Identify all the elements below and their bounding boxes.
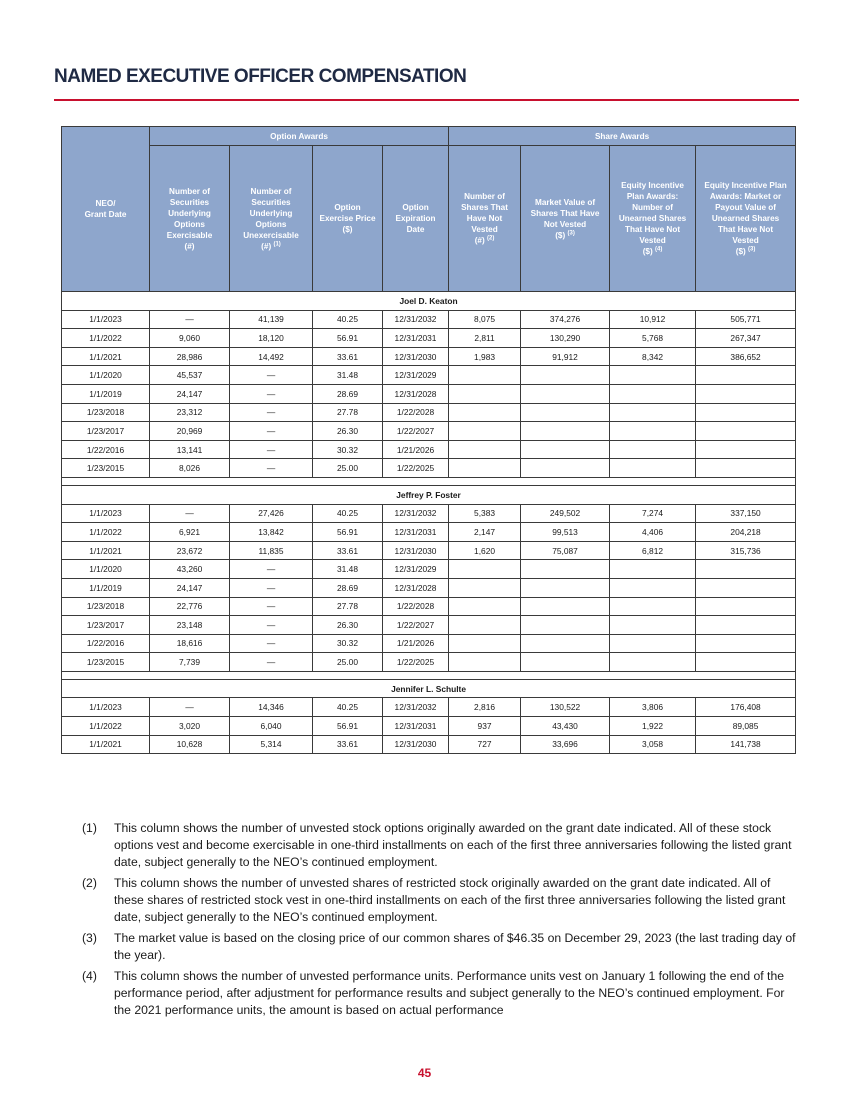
table-cell: 28.69: [313, 578, 383, 597]
table-cell: 1,620: [449, 541, 521, 560]
table-cell: 43,260: [150, 560, 230, 579]
table-cell: [449, 403, 521, 422]
table-cell: [696, 597, 796, 616]
footnote-item: [82, 820, 797, 871]
table-row: [62, 366, 796, 385]
table-cell: 8,026: [150, 459, 230, 478]
table-cell: 6,921: [150, 523, 230, 542]
footnote-ref: (3): [567, 229, 575, 236]
title-rule: [54, 99, 799, 101]
footnote-text: This column shows the number of unvested shares of restricted stock originally awarded on the grant date indicated. All of these shares of restricted stock vest in one-third installments on each of the first three anniversaries following the listed grant date, subject generally to the NEO’s continued employment.: [114, 876, 786, 924]
table-cell: [521, 459, 610, 478]
table-cell: 12/31/2031: [383, 717, 449, 736]
table-cell: 45,537: [150, 366, 230, 385]
table-cell: [449, 653, 521, 672]
table-cell: 12/31/2032: [383, 698, 449, 717]
table-cell: [610, 653, 696, 672]
table-cell: 23,672: [150, 541, 230, 560]
footnote-item: [82, 875, 797, 926]
table-row: [62, 403, 796, 422]
table-cell: 12/31/2028: [383, 578, 449, 597]
table-cell: [696, 578, 796, 597]
grant-date-cell: 1/1/2019: [62, 384, 150, 403]
table-cell: 315,736: [696, 541, 796, 560]
table-row: [62, 653, 796, 672]
table-cell: 5,383: [449, 504, 521, 523]
table-cell: 40.25: [313, 698, 383, 717]
table-cell: [449, 366, 521, 385]
table-cell: —: [150, 504, 230, 523]
table-row: [62, 616, 796, 635]
table-row: [62, 440, 796, 459]
table-cell: 28,986: [150, 347, 230, 366]
table-cell: [610, 459, 696, 478]
table-cell: 5,314: [230, 735, 313, 754]
table-cell: [449, 384, 521, 403]
table-cell: [449, 560, 521, 579]
table-cell: 12/31/2032: [383, 310, 449, 329]
table-cell: 30.32: [313, 440, 383, 459]
footnotes: [82, 820, 797, 1023]
header-options-exercisable: [150, 146, 230, 292]
grant-date-cell: 1/1/2022: [62, 717, 150, 736]
table-cell: [610, 616, 696, 635]
table-cell: 31.48: [313, 366, 383, 385]
table-cell: [610, 440, 696, 459]
spacer-cell: [62, 477, 796, 485]
grant-date-cell: 1/1/2023: [62, 310, 150, 329]
grant-date-cell: 1/23/2015: [62, 459, 150, 478]
table-cell: 27,426: [230, 504, 313, 523]
table-cell: 12/31/2030: [383, 347, 449, 366]
table-cell: 141,738: [696, 735, 796, 754]
grant-date-cell: 1/1/2021: [62, 735, 150, 754]
header-neo-grant-date: [62, 127, 150, 292]
table-row: [62, 384, 796, 403]
table-cell: 27.78: [313, 597, 383, 616]
header-unearned-shares-value: [696, 146, 796, 292]
column-header-row: [62, 146, 796, 292]
header-text: Option Exercise Price ($): [319, 203, 376, 234]
table-cell: [696, 653, 796, 672]
spacer-cell: [62, 671, 796, 679]
table-cell: 10,628: [150, 735, 230, 754]
table-cell: [521, 634, 610, 653]
grant-date-cell: 1/1/2023: [62, 504, 150, 523]
footnote-ref: (2): [487, 235, 495, 242]
grant-date-cell: 1/23/2018: [62, 597, 150, 616]
table-cell: 1,983: [449, 347, 521, 366]
table-cell: 12/31/2031: [383, 329, 449, 348]
section-spacer: [62, 671, 796, 679]
table-cell: 30.32: [313, 634, 383, 653]
table-cell: —: [230, 440, 313, 459]
footnote-number: (3): [82, 931, 97, 945]
table-cell: 31.48: [313, 560, 383, 579]
table-cell: 4,406: [610, 523, 696, 542]
table-cell: 25.00: [313, 653, 383, 672]
table-cell: 23,312: [150, 403, 230, 422]
table-cell: [610, 634, 696, 653]
table-cell: 337,150: [696, 504, 796, 523]
table-cell: 40.25: [313, 310, 383, 329]
table-cell: [449, 459, 521, 478]
table-cell: 204,218: [696, 523, 796, 542]
table-cell: 1/21/2026: [383, 634, 449, 653]
table-cell: —: [230, 403, 313, 422]
table-row: [62, 523, 796, 542]
grant-date-cell: 1/22/2016: [62, 440, 150, 459]
grant-date-cell: 1/23/2015: [62, 653, 150, 672]
table-cell: 937: [449, 717, 521, 736]
table-cell: [449, 578, 521, 597]
grant-date-cell: 1/1/2020: [62, 366, 150, 385]
table-cell: 89,085: [696, 717, 796, 736]
table-cell: —: [230, 597, 313, 616]
table-cell: 12/31/2030: [383, 541, 449, 560]
group-header-row: [62, 127, 796, 146]
table-cell: 6,812: [610, 541, 696, 560]
table-cell: 3,020: [150, 717, 230, 736]
table-cell: [449, 422, 521, 441]
table-cell: —: [230, 653, 313, 672]
table-row: [62, 541, 796, 560]
table-cell: [610, 578, 696, 597]
table-cell: 1/22/2025: [383, 459, 449, 478]
table-cell: —: [230, 560, 313, 579]
table-cell: —: [230, 616, 313, 635]
table-cell: 12/31/2031: [383, 523, 449, 542]
table-cell: [696, 422, 796, 441]
table-cell: 24,147: [150, 384, 230, 403]
header-options-unexercisable: [230, 146, 313, 292]
table-row: [62, 597, 796, 616]
table-cell: 1/22/2027: [383, 422, 449, 441]
table-cell: 2,811: [449, 329, 521, 348]
table-cell: 3,806: [610, 698, 696, 717]
table-cell: 56.91: [313, 717, 383, 736]
table-cell: 374,276: [521, 310, 610, 329]
group-header-share-awards: Share Awards: [449, 127, 796, 146]
grant-date-cell: 1/1/2020: [62, 560, 150, 579]
table-cell: 25.00: [313, 459, 383, 478]
table-cell: 8,075: [449, 310, 521, 329]
table-cell: 27.78: [313, 403, 383, 422]
page-title: NAMED EXECUTIVE OFFICER COMPENSATION: [54, 66, 467, 87]
table-cell: [610, 560, 696, 579]
header-text: Equity Incentive Plan Awards: Market or Payout Value of Unearned Shares That Have Not Vested ($): [704, 181, 787, 256]
table-cell: [521, 384, 610, 403]
table-cell: —: [230, 634, 313, 653]
table-cell: 1/22/2028: [383, 403, 449, 422]
table-cell: 56.91: [313, 329, 383, 348]
table-cell: [521, 616, 610, 635]
grant-date-cell: 1/22/2016: [62, 634, 150, 653]
footnote-text: This column shows the number of unvested stock options originally awarded on the grant date indicated. All of these stock options vest and become exercisable in one-third installments on each of the first three anniversaries following the listed grant date, subject generally to the NEO’s continued employment.: [114, 821, 792, 869]
table-cell: 28.69: [313, 384, 383, 403]
table-cell: 33.61: [313, 347, 383, 366]
table-cell: —: [230, 384, 313, 403]
table-row: [62, 347, 796, 366]
table-cell: [696, 616, 796, 635]
header-text: Market Value of Shares That Have Not Vested ($): [530, 197, 600, 240]
table-cell: 23,148: [150, 616, 230, 635]
table-cell: 6,040: [230, 717, 313, 736]
table-cell: —: [230, 578, 313, 597]
table-cell: 20,969: [150, 422, 230, 441]
table-cell: [696, 440, 796, 459]
table-cell: [521, 422, 610, 441]
table-cell: 3,058: [610, 735, 696, 754]
table-cell: 14,346: [230, 698, 313, 717]
table-cell: 249,502: [521, 504, 610, 523]
table-cell: 11,835: [230, 541, 313, 560]
table-cell: 43,430: [521, 717, 610, 736]
table-cell: 56.91: [313, 523, 383, 542]
table-cell: 12/31/2029: [383, 560, 449, 579]
table-cell: 12/31/2030: [383, 735, 449, 754]
table-cell: 267,347: [696, 329, 796, 348]
table-cell: 9,060: [150, 329, 230, 348]
grant-date-cell: 1/23/2018: [62, 403, 150, 422]
table-cell: —: [150, 310, 230, 329]
neo-name: Joel D. Keaton: [62, 292, 796, 311]
grant-date-cell: 1/1/2022: [62, 329, 150, 348]
table-cell: —: [230, 422, 313, 441]
header-text: Number of Securities Underlying Options Unexercisable (#): [243, 186, 299, 251]
grant-date-cell: 1/1/2021: [62, 347, 150, 366]
table-cell: 10,912: [610, 310, 696, 329]
table-cell: 75,087: [521, 541, 610, 560]
table-cell: [610, 384, 696, 403]
footnote-item: [82, 968, 797, 1019]
table-cell: 505,771: [696, 310, 796, 329]
footnote-ref: (4): [655, 246, 663, 253]
table-cell: [696, 560, 796, 579]
table-cell: 2,147: [449, 523, 521, 542]
table-cell: 91,912: [521, 347, 610, 366]
table-cell: 2,816: [449, 698, 521, 717]
header-shares-not-vested: [449, 146, 521, 292]
table-cell: [610, 366, 696, 385]
neo-name: Jeffrey P. Foster: [62, 485, 796, 504]
table-cell: 1/22/2028: [383, 597, 449, 616]
outstanding-awards-table: [61, 126, 796, 754]
table-cell: 130,290: [521, 329, 610, 348]
table-cell: 41,139: [230, 310, 313, 329]
table-cell: [696, 384, 796, 403]
table-cell: 26.30: [313, 422, 383, 441]
table-cell: [449, 597, 521, 616]
header-text: Number of Securities Underlying Options Exercisable (#): [166, 186, 213, 251]
table-cell: [449, 440, 521, 459]
table-cell: [521, 560, 610, 579]
table-cell: 13,842: [230, 523, 313, 542]
table-cell: —: [230, 366, 313, 385]
table-cell: 1/22/2025: [383, 653, 449, 672]
table-cell: 13,141: [150, 440, 230, 459]
table-cell: 12/31/2029: [383, 366, 449, 385]
table-cell: 8,342: [610, 347, 696, 366]
table-cell: [521, 403, 610, 422]
table-cell: [610, 422, 696, 441]
header-text: Option Expiration Date: [395, 203, 436, 234]
table-cell: [696, 403, 796, 422]
header-market-value-not-vested: [521, 146, 610, 292]
footnote-text: This column shows the number of unvested performance units. Performance units vest on January 1 following the end of the performance period, after adjustment for performance results and subject generally to the NEO’s continued employment. For the 2021 performance units, the amount is based on actual performance: [114, 969, 785, 1017]
table-cell: 176,408: [696, 698, 796, 717]
table-cell: [449, 634, 521, 653]
header-text: Equity Incentive Plan Awards: Number of Unearned Shares That Have Not Vested ($): [618, 181, 687, 256]
group-header-option-awards: Option Awards: [150, 127, 449, 146]
table-row: [62, 578, 796, 597]
table-cell: 33.61: [313, 541, 383, 560]
table-cell: 22,776: [150, 597, 230, 616]
table-cell: 7,739: [150, 653, 230, 672]
table-cell: 1/21/2026: [383, 440, 449, 459]
table-cell: —: [230, 459, 313, 478]
footnote-text: The market value is based on the closing price of our common shares of $46.35 on December 29, 2023 (the last trading day of the year).: [114, 931, 796, 962]
table-cell: 33,696: [521, 735, 610, 754]
neo-name-row: [62, 485, 796, 504]
table-cell: [521, 597, 610, 616]
page-number: 45: [417, 1066, 432, 1080]
table-cell: [521, 366, 610, 385]
table-cell: [610, 597, 696, 616]
table-row: [62, 504, 796, 523]
neo-name-row: [62, 292, 796, 311]
footnote-number: (4): [82, 969, 97, 983]
grant-date-cell: 1/1/2019: [62, 578, 150, 597]
grant-date-cell: 1/1/2021: [62, 541, 150, 560]
footnote-number: (1): [82, 821, 97, 835]
footnote-number: (2): [82, 876, 97, 890]
table-cell: 18,120: [230, 329, 313, 348]
table-cell: [610, 403, 696, 422]
table-cell: [696, 459, 796, 478]
table-cell: 5,768: [610, 329, 696, 348]
table-cell: [521, 440, 610, 459]
header-text: Number of Shares That Have Not Vested (#): [461, 192, 508, 245]
table-cell: 1,922: [610, 717, 696, 736]
footnote-ref: (1): [273, 240, 281, 247]
table-body: [62, 292, 796, 754]
grant-date-cell: 1/1/2022: [62, 523, 150, 542]
table-cell: 386,652: [696, 347, 796, 366]
header-option-exercise-price: [313, 146, 383, 292]
table-row: [62, 459, 796, 478]
grant-date-cell: 1/1/2023: [62, 698, 150, 717]
table-cell: 727: [449, 735, 521, 754]
table-cell: 130,522: [521, 698, 610, 717]
table-cell: 26.30: [313, 616, 383, 635]
table-cell: —: [150, 698, 230, 717]
table-cell: 1/22/2027: [383, 616, 449, 635]
footnote-item: [82, 930, 797, 964]
table-cell: 14,492: [230, 347, 313, 366]
section-spacer: [62, 477, 796, 485]
table-cell: [696, 634, 796, 653]
table-cell: 40.25: [313, 504, 383, 523]
neo-name-row: [62, 679, 796, 698]
header-neo-grant-date-text: NEO/ Grant Date: [84, 199, 127, 219]
grant-date-cell: 1/23/2017: [62, 422, 150, 441]
footnote-ref: (3): [748, 246, 756, 253]
table-cell: [449, 616, 521, 635]
table-cell: 33.61: [313, 735, 383, 754]
table-cell: [521, 653, 610, 672]
table-row: [62, 717, 796, 736]
header-unearned-shares-number: [610, 146, 696, 292]
table-cell: 12/31/2032: [383, 504, 449, 523]
neo-name: Jennifer L. Schulte: [62, 679, 796, 698]
table-cell: 12/31/2028: [383, 384, 449, 403]
table-row: [62, 422, 796, 441]
table-cell: 7,274: [610, 504, 696, 523]
table-cell: [521, 578, 610, 597]
table-cell: 18,616: [150, 634, 230, 653]
grant-date-cell: 1/23/2017: [62, 616, 150, 635]
table-cell: 99,513: [521, 523, 610, 542]
table-row: [62, 634, 796, 653]
table-cell: [696, 366, 796, 385]
table-row: [62, 310, 796, 329]
table-row: [62, 329, 796, 348]
table-cell: 24,147: [150, 578, 230, 597]
table-row: [62, 698, 796, 717]
table-row: [62, 560, 796, 579]
table-row: [62, 735, 796, 754]
header-option-expiration-date: [383, 146, 449, 292]
